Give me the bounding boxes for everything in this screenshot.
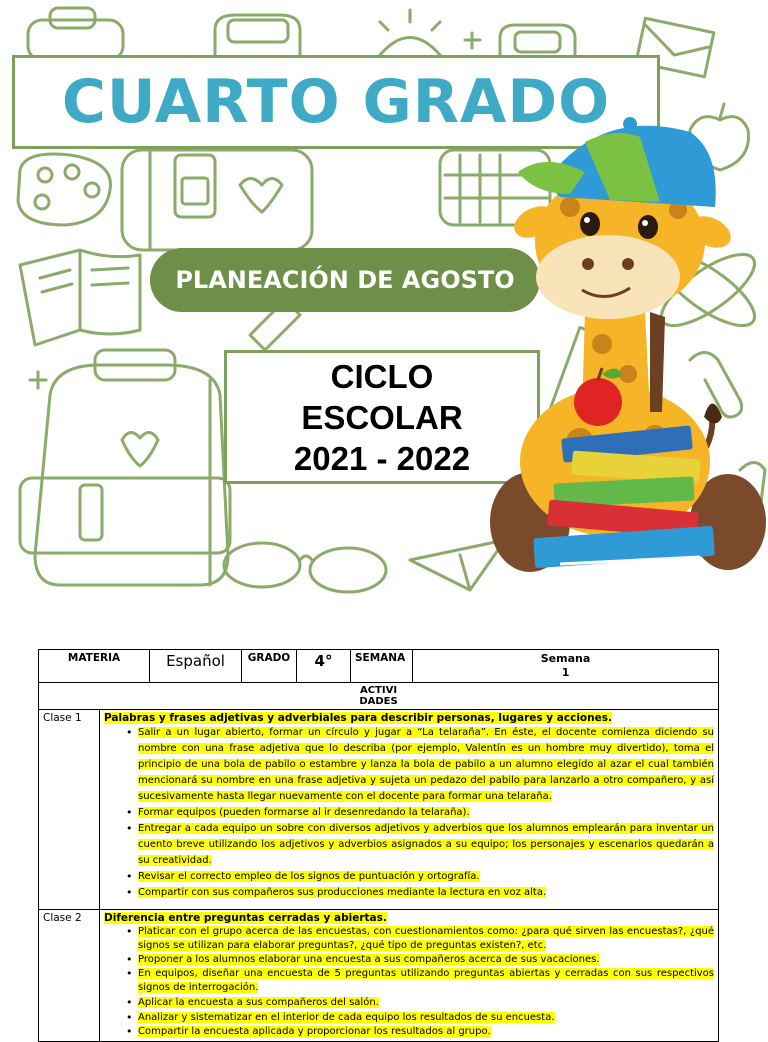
activity-text: Proponer a los alumnos elaborar una encuesta a sus compañeros acerca de sus vacaciones. [138, 954, 600, 965]
weekly-plan-table [38, 649, 719, 1042]
list-item [126, 1025, 714, 1039]
materia-value: Español [150, 650, 242, 683]
document-subtitle: PLANEACIÓN DE AGOSTO [175, 266, 515, 294]
grado-value: 4° [297, 650, 351, 683]
palette-icon [18, 154, 111, 225]
semana-value-text: Semana 1 [540, 652, 591, 679]
grado-label: GRADO [242, 650, 297, 683]
subtitle-banner [150, 248, 540, 312]
activity-text: En equipos, diseñar una encuesta de 5 preguntas utilizando preguntas abiertas y cerradas con sus respectivos signos de interrogación. [138, 968, 715, 993]
activity-text: Analizar y sistematizar en el interior de cada equipo los resultados de su encuesta. [138, 1012, 555, 1023]
activity-list [104, 725, 714, 901]
actividades-label: ACTIVIDADES [359, 685, 398, 707]
actividades-row [39, 683, 719, 710]
cycle-line: ESCOLAR [301, 398, 463, 436]
activity-text: Revisar el correcto empleo de los signos de puntuación y ortografía. [138, 871, 480, 882]
activity-text: Formar equipos (pueden formarse al ir desenredando la telaraña). [138, 807, 470, 818]
clase-content [100, 910, 719, 1042]
activity-text: Compartir con sus compañeros sus producciones mediante la lectura en voz alta. [138, 887, 547, 898]
document-title: CUARTO GRADO [61, 67, 611, 137]
list-item [126, 995, 714, 1011]
sun-icon [380, 10, 440, 55]
activity-text: Compartir la encuesta aplicada y proporcionar los resultados al grupo. [138, 1026, 491, 1037]
cycle-line: CICLO [330, 357, 434, 395]
activity-text: Aplicar la encuesta a sus compañeros del salón. [138, 997, 379, 1008]
semana-value [413, 650, 719, 683]
cycle-years: 2021 - 2022 [293, 439, 471, 477]
materia-label: MATERIA [39, 650, 150, 683]
list-item [126, 885, 714, 901]
clase-label: Clase 2 [39, 910, 100, 1042]
activity-text: Salir a un lugar abierto, formar un círculo y jugar a “La telaraña”. En éste, el docente comienza diciendo su nombre con una frase adjetiva que lo describa (por ejemplo, Valentín es un hombre muy divertido), toma el principio de una bola de pabilo o estambre y lanza la bola de pabilo a un alumno elegido al azar el cual también mencionará su nombre en una frase adjetiva y sujeta un pedazo del pabilo para lanzarlo a otro compañero, y así sucesivamente hasta llegar nuevamente con el docente para formar una telaraña. [138, 727, 715, 802]
glasses-icon [224, 543, 386, 592]
clase-row [39, 910, 719, 1042]
clase-content [100, 710, 719, 910]
actividades-header [39, 683, 719, 710]
clase-row [39, 710, 719, 910]
giraffe-mascot [490, 112, 768, 590]
table-header-row [39, 650, 719, 683]
activity-list [104, 925, 714, 1039]
clase-topic: Palabras y frases adjetivas y adverbiales para describir personas, lugares y acciones. [104, 712, 612, 724]
clase-topic: Diferencia entre preguntas cerradas y abiertas. [104, 912, 387, 924]
list-item [126, 1011, 714, 1025]
backpack-icon [28, 8, 123, 60]
list-item [126, 925, 714, 953]
backpack-icon [20, 350, 230, 585]
book-icon [20, 250, 140, 345]
activity-text: Entregar a cada equipo un sobre con diversos adjetivos y adverbios que los alumnos emplearán para inventar un cuento breve utilizando los adjetivos y adverbios asignados a su equipo; los personajes y escenarios quedarán a su creatividad. [138, 823, 715, 866]
semana-label: SEMANA [351, 650, 413, 683]
backpack-icon [215, 15, 300, 55]
backpack-icon [122, 150, 312, 250]
list-item [126, 725, 714, 805]
list-item [126, 869, 714, 885]
list-item [126, 967, 714, 995]
list-item [126, 953, 714, 967]
list-item [126, 805, 714, 821]
clase-label: Clase 1 [39, 710, 100, 910]
activity-text: Platicar con el grupo acerca de las encuestas, con cuestionamientos como: ¿para qué sirven las encuestas?, ¿qué signos se utilizan para elaborar preguntas?, ¿qué tipo de preguntas existen?, etc. [138, 926, 715, 951]
backpack-icon [500, 25, 575, 55]
list-item [126, 821, 714, 869]
